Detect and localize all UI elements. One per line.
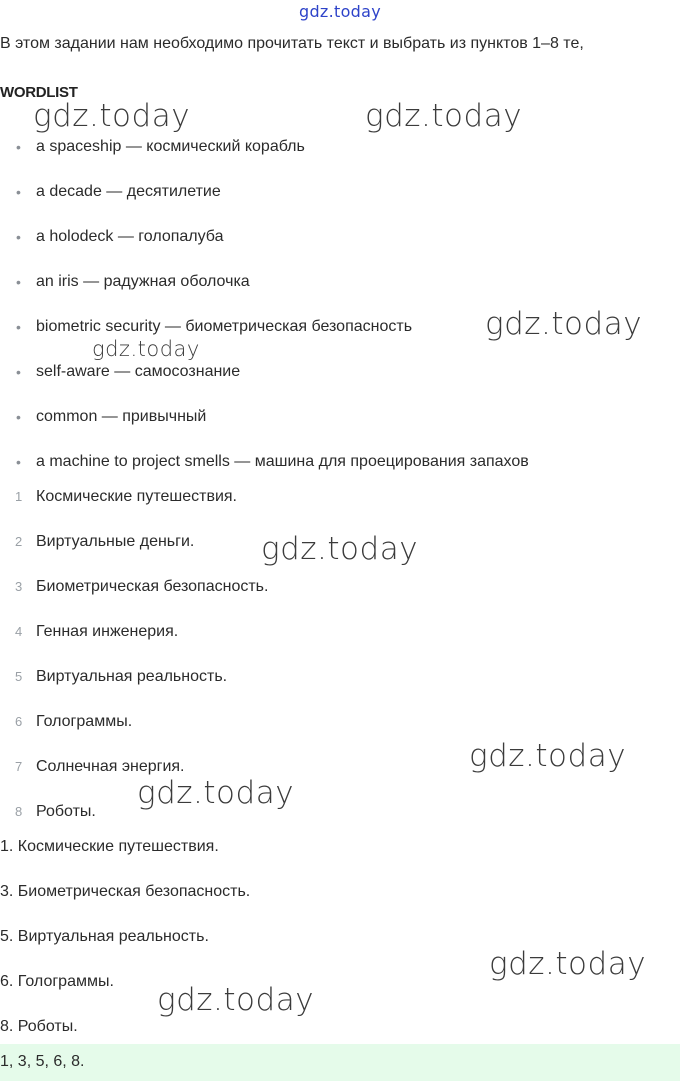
wordlist-item-text: a decade — десятилетие [36, 183, 221, 200]
wordlist-item-text: a holodeck — голопалуба [36, 228, 224, 245]
item-number: 6 [15, 714, 23, 729]
watermark: gdz.today [157, 982, 315, 1018]
wordlist-item-text: a machine to project smells — машина для проецирования запахов [36, 453, 529, 470]
bullet-icon: • [16, 184, 21, 200]
intro-text: В этом задании нам необходимо прочитать текст и выбрать из пунктов 1–8 те, [0, 35, 584, 52]
bullet-icon: • [16, 139, 21, 155]
watermark: gdz.today [92, 337, 200, 361]
item-number: 3 [15, 579, 23, 594]
topic-text: Роботы. [36, 803, 96, 820]
topic-text: Биометрическая безопасность. [36, 578, 269, 595]
watermark: gdz.today [489, 946, 647, 982]
answer-text: 1. Космические путешествия. [0, 838, 219, 855]
item-number: 1 [15, 489, 23, 504]
wordlist-item-text: an iris — радужная оболочка [36, 273, 250, 290]
topic-text: Космические путешествия. [36, 488, 237, 505]
item-number: 5 [15, 669, 23, 684]
topic-text: Солнечная энергия. [36, 758, 185, 775]
wordlist-item-text: biometric security — биометрическая безопасность [36, 318, 413, 335]
wordlist-item-text: self-aware — самосознание [36, 363, 241, 380]
bullet-icon: • [16, 274, 21, 290]
answer-text: 5. Виртуальная реальность. [0, 928, 209, 945]
bullet-icon: • [16, 364, 21, 380]
watermark: gdz.today [137, 775, 295, 811]
item-number: 2 [15, 534, 23, 549]
watermark: gdz.today [33, 98, 191, 134]
bullet-icon: • [16, 409, 21, 425]
topic-text: Виртуальные деньги. [36, 533, 195, 550]
item-number: 8 [15, 804, 23, 819]
bullet-icon: • [16, 229, 21, 245]
site-logo[interactable]: gdz.today [299, 2, 381, 21]
wordlist-item-text: a spaceship — космический корабль [36, 138, 305, 155]
bullet-icon: • [16, 319, 21, 335]
watermark: gdz.today [485, 306, 643, 342]
answer-text: 8. Роботы. [0, 1018, 78, 1035]
watermark: gdz.today [365, 98, 523, 134]
wordlist-heading: WORDLIST [0, 84, 78, 101]
watermark: gdz.today [469, 738, 627, 774]
wordlist-item-text: common — привычный [36, 408, 207, 425]
item-number: 7 [15, 759, 23, 774]
topic-text: Виртуальная реальность. [36, 668, 228, 685]
final-answer-box [0, 1044, 680, 1081]
answer-text: 3. Биометрическая безопасность. [0, 883, 251, 900]
watermark: gdz.today [261, 531, 419, 567]
topic-text: Голограммы. [36, 713, 133, 730]
topic-text: Генная инженерия. [36, 623, 179, 640]
item-number: 4 [15, 624, 23, 639]
answer-text: 6. Голограммы. [0, 973, 114, 990]
final-answer-text: 1, 3, 5, 6, 8. [0, 1053, 85, 1070]
bullet-icon: • [16, 454, 21, 470]
